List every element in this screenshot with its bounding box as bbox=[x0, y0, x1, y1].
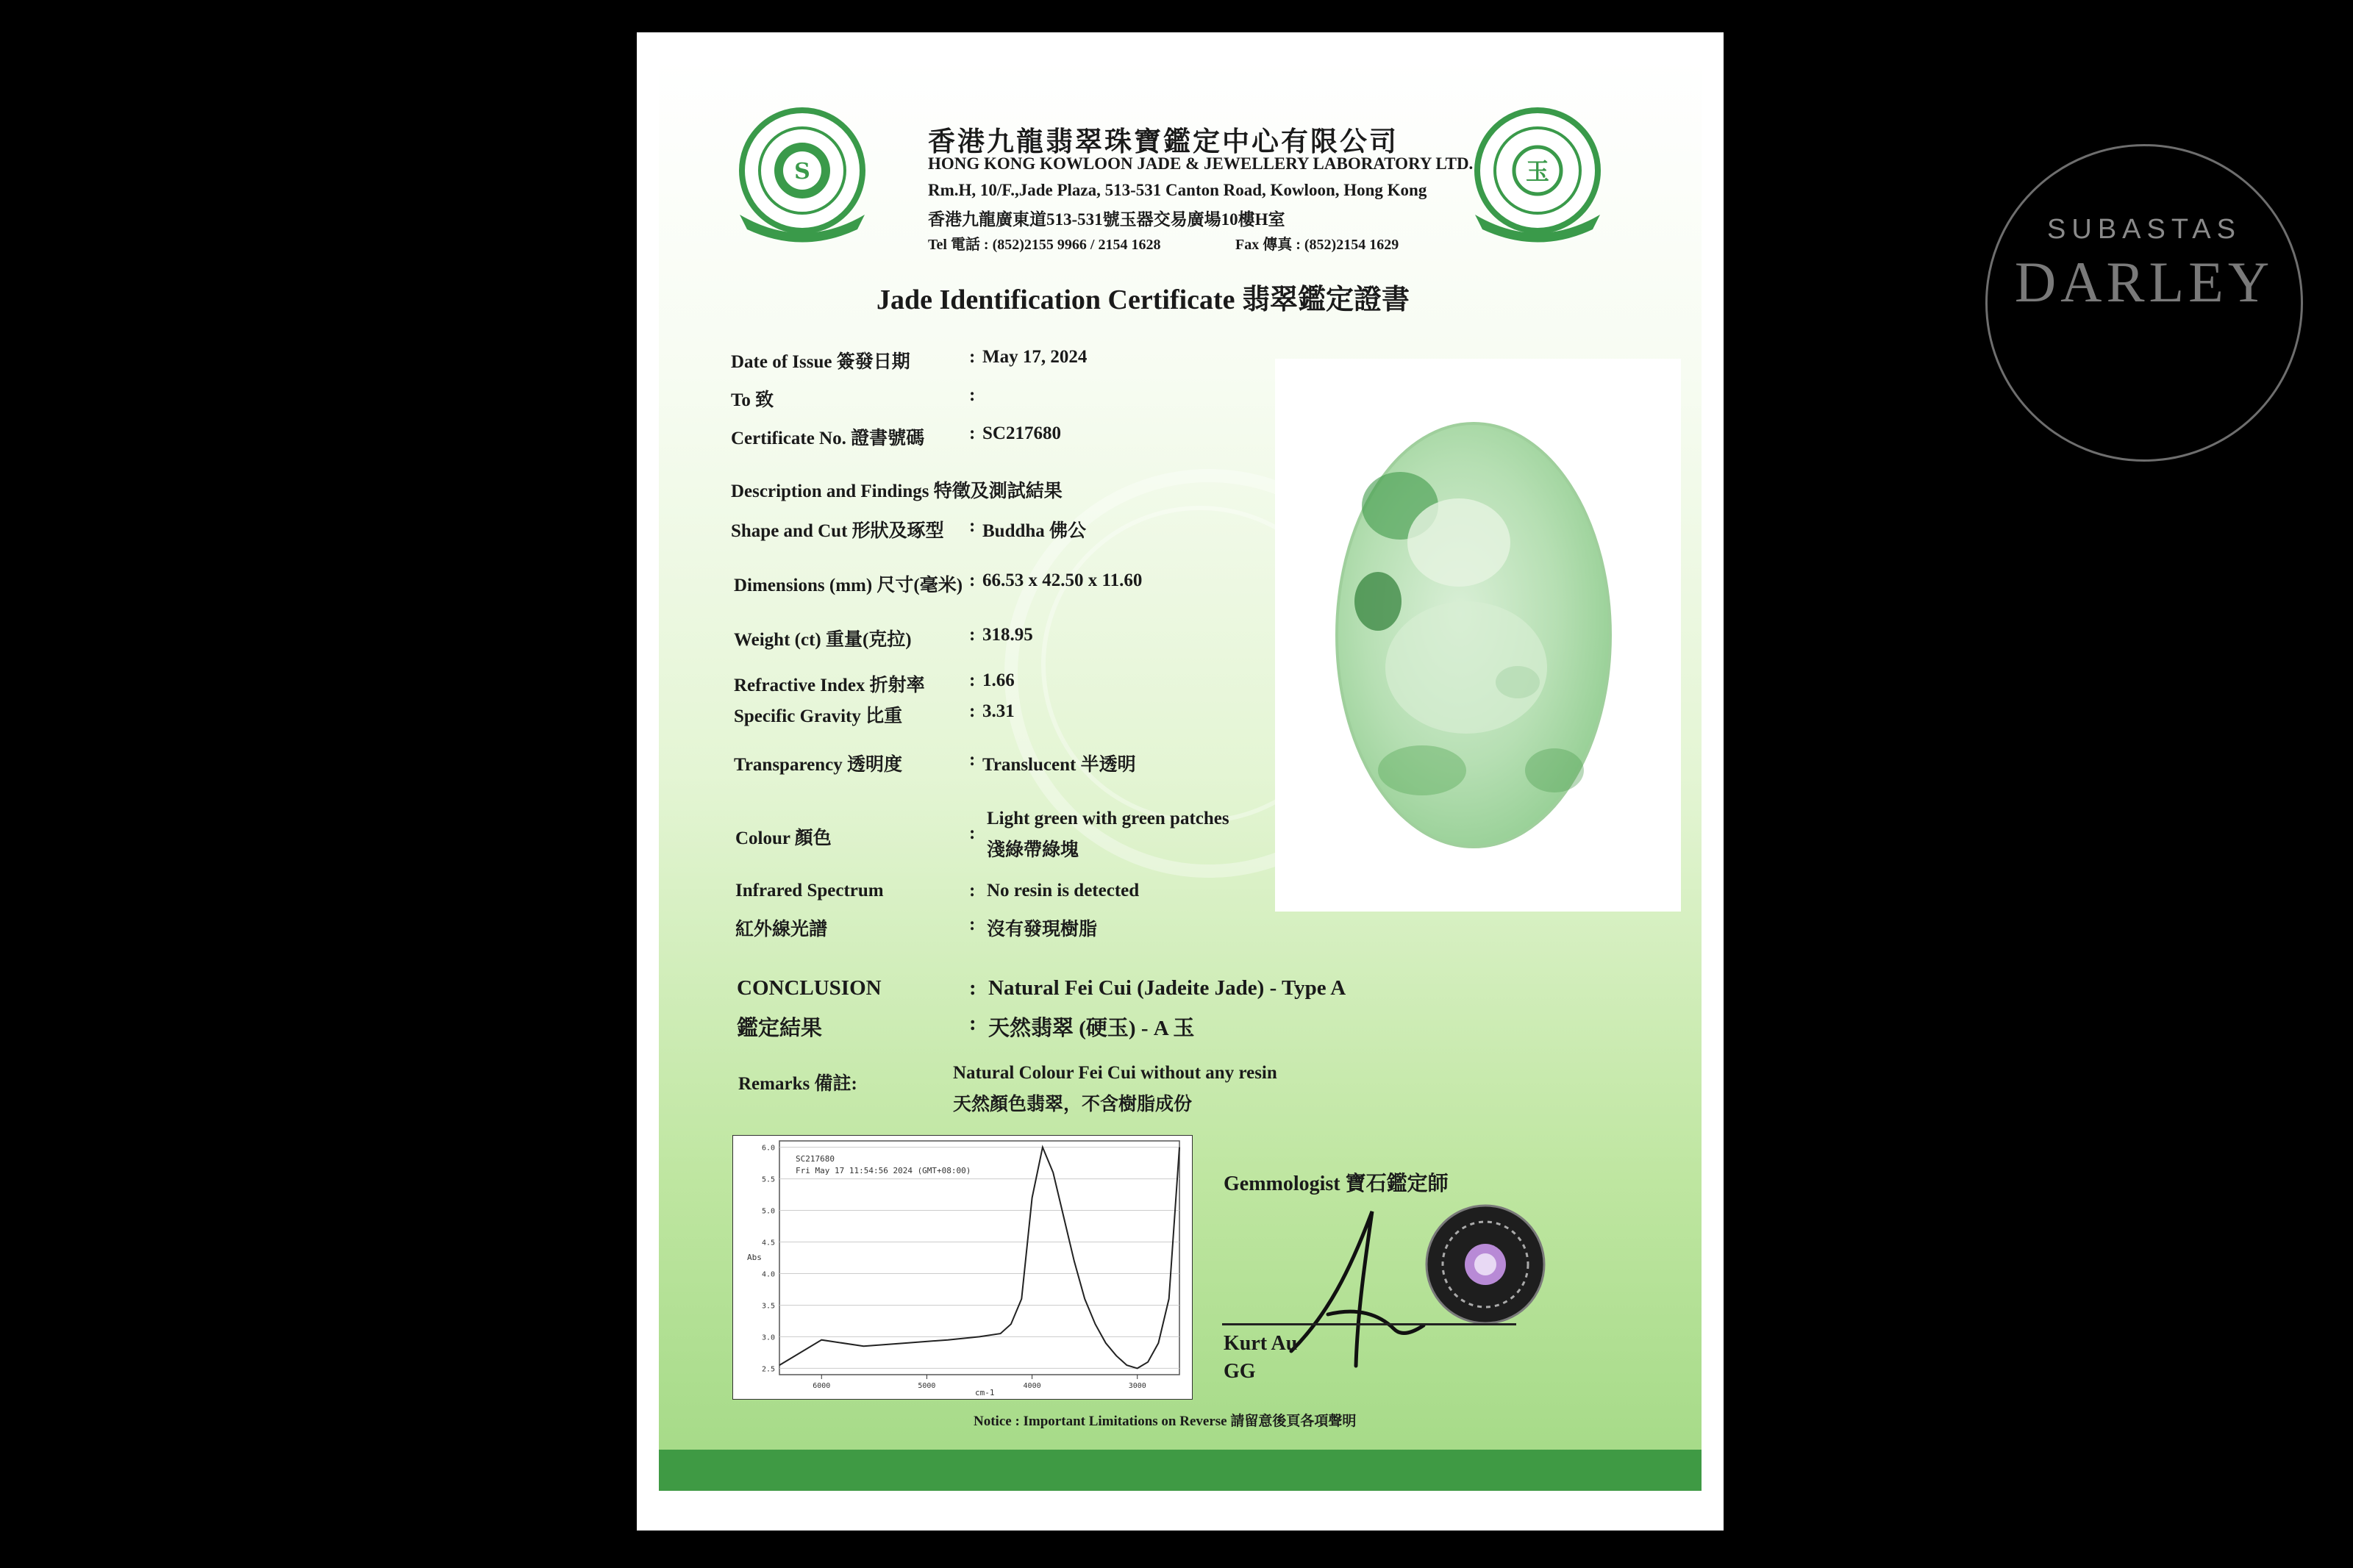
field-value-cert-no: SC217680 bbox=[982, 423, 1061, 443]
field-value-dimensions: 66.53 x 42.50 x 11.60 bbox=[982, 570, 1143, 590]
field-value-shape: Buddha 佛公 bbox=[982, 521, 1087, 541]
notice-text: Notice : Important Limitations on Reverse 請留意後頁各項聲明 bbox=[974, 1414, 1357, 1429]
left-lab-seal-icon bbox=[732, 104, 872, 244]
conclusion-label-cn: 鑑定結果 bbox=[737, 1017, 823, 1040]
field-label-infrared-cn: 紅外線光譜 bbox=[735, 920, 828, 939]
y-tick-label: 5.5 bbox=[761, 1175, 775, 1184]
certificate-page: S 玉 香港九龍翡翠珠寶鑑定中心有限公司 HONG KONG KOWLOON JADE & JEWELLERY LABORATORY LTD. Rm.H, 10/F.,Jade Plaza, 513-531 Canton Road, Kowloon, Hong Kong 香港九龍廣東道513-531號玉器交易廣場10樓H室 Tel 電話 : (852)2155 9966 / 2154 1628 Fax 傳真 : (852)2154 1629 Jade Identification Certificate 翡翠鑑定證書 Date of Issue 簽發日期 : May 17, 2024 To 致 : Certificate No. 證書號碼 : SC217680 Description and Findings 特徵及測試結果 Shape and Cut 形狀及琢型 : Buddha 佛公 Dimensions (mm) 尺寸(毫米) : 66.53 x 42.50 x 11.60 Weight (ct) 重量(克拉) : 318.95 Refractive Index 折射率 : 1.66 Specific Gravity 比重 : 3.31 Transparency 透明度 : Translucent 半透明 Colour 顏色 : Light green with green patches 淺綠帶綠塊 Infrared Spectrum 紅外線光譜 : No resin is detected : 沒有發現樹脂 CONCLUSION 鑑定結果 : Natural Fei Cui (Jadeite Jade) - Type A : 天然翡翠 (硬玉) - A 玉 Remarks 備註: Natural Colour Fei Cui without any resin 天然顏色翡翠，不含樹脂成份 2.5 3.0 3.5 4.0 4.5 5.0 5.5 6.0 6000 5000 4000 3000 SC217680 Fri May 17 11:54:56 2024 (GMT+08:00) Abs cm-1 Gemmologist 寶石鑑定師 Kurt Au GG Notice : Important Limitations on Reverse 請留意後頁各項聲明 bbox=[637, 32, 1724, 1531]
field-value-weight: 318.95 bbox=[982, 625, 1033, 645]
jade-buddha-pendant-image bbox=[1275, 359, 1681, 912]
field-label-transparency: Transparency 透明度 bbox=[734, 755, 902, 775]
conclusion-value-cn: 天然翡翠 (硬玉) - A 玉 bbox=[988, 1017, 1195, 1040]
conclusion-value-en: Natural Fei Cui (Jadeite Jade) - Type A bbox=[988, 976, 1346, 1000]
y-tick-label: 5.0 bbox=[761, 1207, 775, 1216]
field-value-infrared-en: No resin is detected bbox=[987, 881, 1140, 901]
signature-line bbox=[1222, 1323, 1516, 1325]
y-tick-label: 4.5 bbox=[761, 1239, 775, 1247]
field-label-refractive-index: Refractive Index 折射率 bbox=[734, 676, 925, 695]
x-tick-label: 5000 bbox=[918, 1382, 936, 1390]
field-value-specific-gravity: 3.31 bbox=[982, 701, 1015, 721]
watermark-title: DARLEY bbox=[2014, 250, 2274, 314]
y-tick-label: 6.0 bbox=[761, 1144, 775, 1153]
field-label-to: To 致 bbox=[731, 390, 774, 410]
field-value-refractive-index: 1.66 bbox=[982, 670, 1015, 690]
conclusion-label-en: CONCLUSION bbox=[737, 976, 882, 1000]
chart-ylabel: Abs bbox=[747, 1253, 762, 1262]
right-association-seal-icon bbox=[1468, 104, 1607, 244]
bottom-band bbox=[659, 1450, 1702, 1491]
lab-address-english: Rm.H, 10/F.,Jade Plaza, 513-531 Canton Road, Kowloon, Hong Kong bbox=[928, 181, 1427, 199]
jade-photo bbox=[1275, 359, 1681, 912]
chart-header-id: SC217680 bbox=[796, 1154, 835, 1164]
y-tick-label: 2.5 bbox=[761, 1365, 775, 1374]
x-tick-label: 4000 bbox=[1023, 1382, 1041, 1390]
y-tick-label: 4.0 bbox=[761, 1270, 775, 1279]
chart-xlabel: cm-1 bbox=[975, 1388, 995, 1397]
y-tick-label: 3.5 bbox=[761, 1302, 775, 1311]
lab-address-chinese: 香港九龍廣東道513-531號玉器交易廣場10樓H室 bbox=[928, 210, 1285, 229]
field-label-cert-no: Certificate No. 證書號碼 bbox=[731, 429, 925, 448]
watermark-subtitle: SUBASTAS bbox=[2047, 214, 2241, 245]
field-value-transparency: Translucent 半透明 bbox=[982, 755, 1136, 775]
field-label-dimensions: Dimensions (mm) 尺寸(毫米) bbox=[734, 576, 963, 595]
hologram-seal-icon bbox=[1424, 1203, 1547, 1326]
lab-name-english: HONG KONG KOWLOON JADE & JEWELLERY LABORATORY LTD. bbox=[928, 154, 1474, 173]
lab-phone: Tel 電話 : (852)2155 9966 / 2154 1628 bbox=[928, 237, 1161, 253]
svg-text:玉: 玉 bbox=[1525, 157, 1550, 185]
field-label-specific-gravity: Specific Gravity 比重 bbox=[734, 706, 903, 726]
field-value-colour-en: Light green with green patches bbox=[987, 809, 1229, 828]
field-value-date: May 17, 2024 bbox=[982, 347, 1088, 367]
field-label-infrared-en: Infrared Spectrum bbox=[735, 881, 884, 901]
remarks-label: Remarks 備註: bbox=[738, 1074, 857, 1094]
y-tick-label: 3.0 bbox=[761, 1333, 775, 1342]
chart-header-time: Fri May 17 11:54:56 2024 (GMT+08:00) bbox=[796, 1166, 971, 1175]
gemmologist-title: GG bbox=[1224, 1360, 1256, 1383]
remarks-value-cn: 天然顏色翡翠，不含樹脂成份 bbox=[953, 1095, 1193, 1114]
field-label-colour: Colour 顏色 bbox=[735, 828, 832, 848]
section-description-findings: Description and Findings 特徵及測試結果 bbox=[731, 482, 1063, 501]
x-tick-label: 6000 bbox=[813, 1382, 831, 1390]
certificate-title: Jade Identification Certificate 翡翠鑑定證書 bbox=[876, 284, 1410, 315]
field-label-date: Date of Issue 簽發日期 bbox=[731, 352, 910, 372]
gemmologist-name: Kurt Au bbox=[1224, 1332, 1298, 1355]
remarks-value-en: Natural Colour Fei Cui without any resin bbox=[953, 1063, 1277, 1083]
field-label-shape: Shape and Cut 形狀及琢型 bbox=[731, 521, 944, 541]
x-tick-label: 3000 bbox=[1128, 1382, 1146, 1390]
gemmologist-label: Gemmologist 寶石鑑定師 bbox=[1224, 1173, 1449, 1195]
field-value-colour-cn: 淺綠帶綠塊 bbox=[987, 840, 1079, 860]
svg-text:S: S bbox=[794, 159, 810, 185]
gemmologist-signature bbox=[1284, 1204, 1446, 1381]
lab-fax: Fax 傳真 : (852)2154 1629 bbox=[1235, 237, 1399, 253]
infrared-spectrum-chart bbox=[732, 1135, 1193, 1400]
darley-watermark bbox=[1985, 144, 2303, 462]
lab-name-chinese: 香港九龍翡翠珠寶鑑定中心有限公司 bbox=[928, 127, 1399, 157]
field-label-weight: Weight (ct) 重量(克拉) bbox=[734, 630, 912, 650]
field-value-infrared-cn: 沒有發現樹脂 bbox=[987, 920, 1098, 939]
